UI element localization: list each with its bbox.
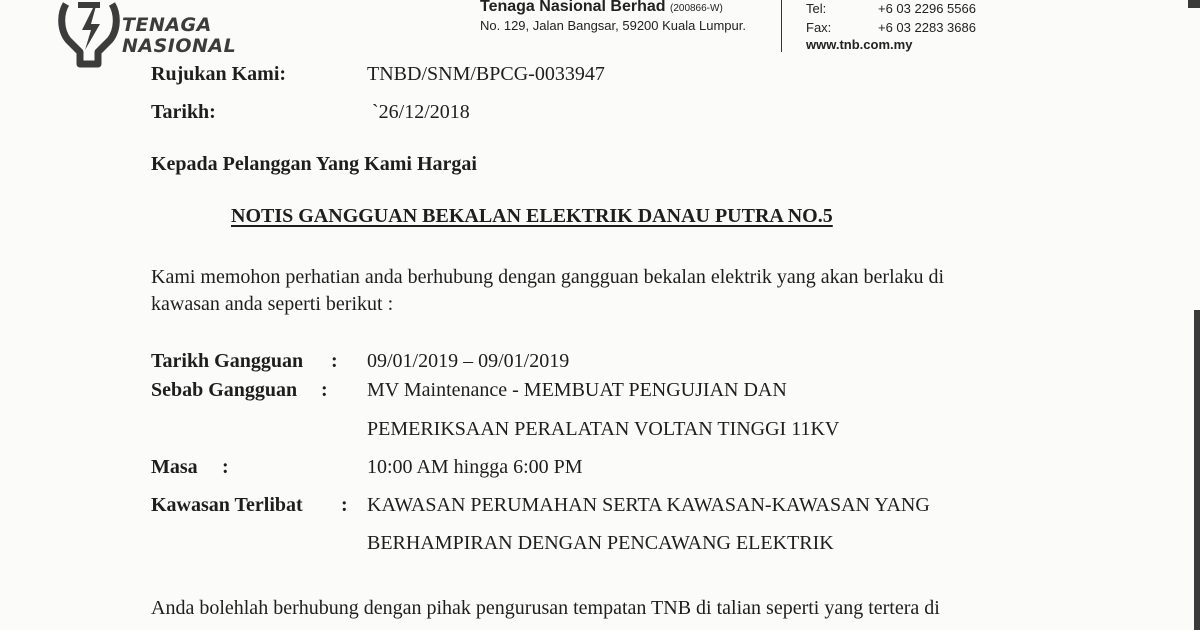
logo-wordmark-line2: NASIONAL — [122, 35, 237, 57]
scan-edge-mark-top — [1188, 0, 1200, 8]
sebab-gangguan-value-2: PEMERIKSAAN PERALATAN VOLTAN TINGGI 11KV — [367, 418, 840, 440]
kawasan-terlibat-value-1: KAWASAN PERUMAHAN SERTA KAWASAN-KAWASAN YANG — [367, 494, 930, 516]
company-name-text: Tenaga Nasional Berhad — [480, 0, 666, 15]
date-value: `26/12/2018 — [372, 101, 470, 123]
reference-label: Rujukan Kami: — [151, 63, 287, 85]
salutation: Kepada Pelanggan Yang Kami Hargai — [151, 153, 477, 175]
kawasan-terlibat-label: Kawasan Terlibat — [151, 494, 303, 516]
reference-value: TNBD/SNM/BPCG-0033947 — [367, 63, 605, 85]
sebab-gangguan-label: Sebab Gangguan — [151, 379, 298, 401]
intro-line-2: kawasan anda seperti berikut : — [151, 293, 394, 315]
fax-label: Fax: — [806, 20, 832, 35]
intro-line-1: Kami memohon perhatian anda berhubung dengan gangguan bekalan elektrik yang akan berlaku di — [151, 266, 945, 288]
kawasan-terlibat-value-2: BERHAMPIRAN DENGAN PENCAWANG ELEKTRIK — [367, 532, 834, 554]
company-name — [480, 0, 723, 16]
tel-value: +6 03 2296 5566 — [878, 1, 976, 16]
header-divider — [781, 0, 782, 52]
scan-edge-mark-right — [1194, 310, 1200, 630]
sebab-gangguan-value-1: MV Maintenance - MEMBUAT PENGUJIAN DAN — [367, 379, 787, 401]
tnb-logo-icon — [58, 0, 120, 68]
sebab-gangguan-colon: : — [321, 379, 328, 401]
tarikh-gangguan-colon: : — [331, 350, 338, 372]
kawasan-terlibat-colon: : — [341, 494, 348, 516]
company-address: No. 129, Jalan Bangsar, 59200 Kuala Lumpur. — [480, 18, 746, 33]
fax-value: +6 03 2283 3686 — [878, 20, 976, 35]
tarikh-gangguan-value: 09/01/2019 – 09/01/2019 — [367, 350, 570, 372]
date-label: Tarikh: — [151, 101, 216, 123]
tel-label: Tel: — [806, 1, 827, 16]
masa-label: Masa — [151, 456, 198, 478]
website-link[interactable]: www.tnb.com.my — [806, 37, 913, 52]
closing-line-1: Anda bolehlah berhubung dengan pihak pengurusan tempatan TNB di talian seperti yang tertera di — [151, 597, 940, 619]
notice-title: NOTIS GANGGUAN BEKALAN ELEKTRIK DANAU PUTRA NO.5 — [231, 205, 833, 227]
company-reg-number: (200866-W) — [669, 3, 723, 14]
tarikh-gangguan-label: Tarikh Gangguan — [151, 350, 304, 372]
masa-colon: : — [222, 456, 229, 478]
masa-value: 10:00 AM hingga 6:00 PM — [367, 456, 583, 478]
logo-wordmark-line1: TENAGA — [122, 14, 212, 36]
